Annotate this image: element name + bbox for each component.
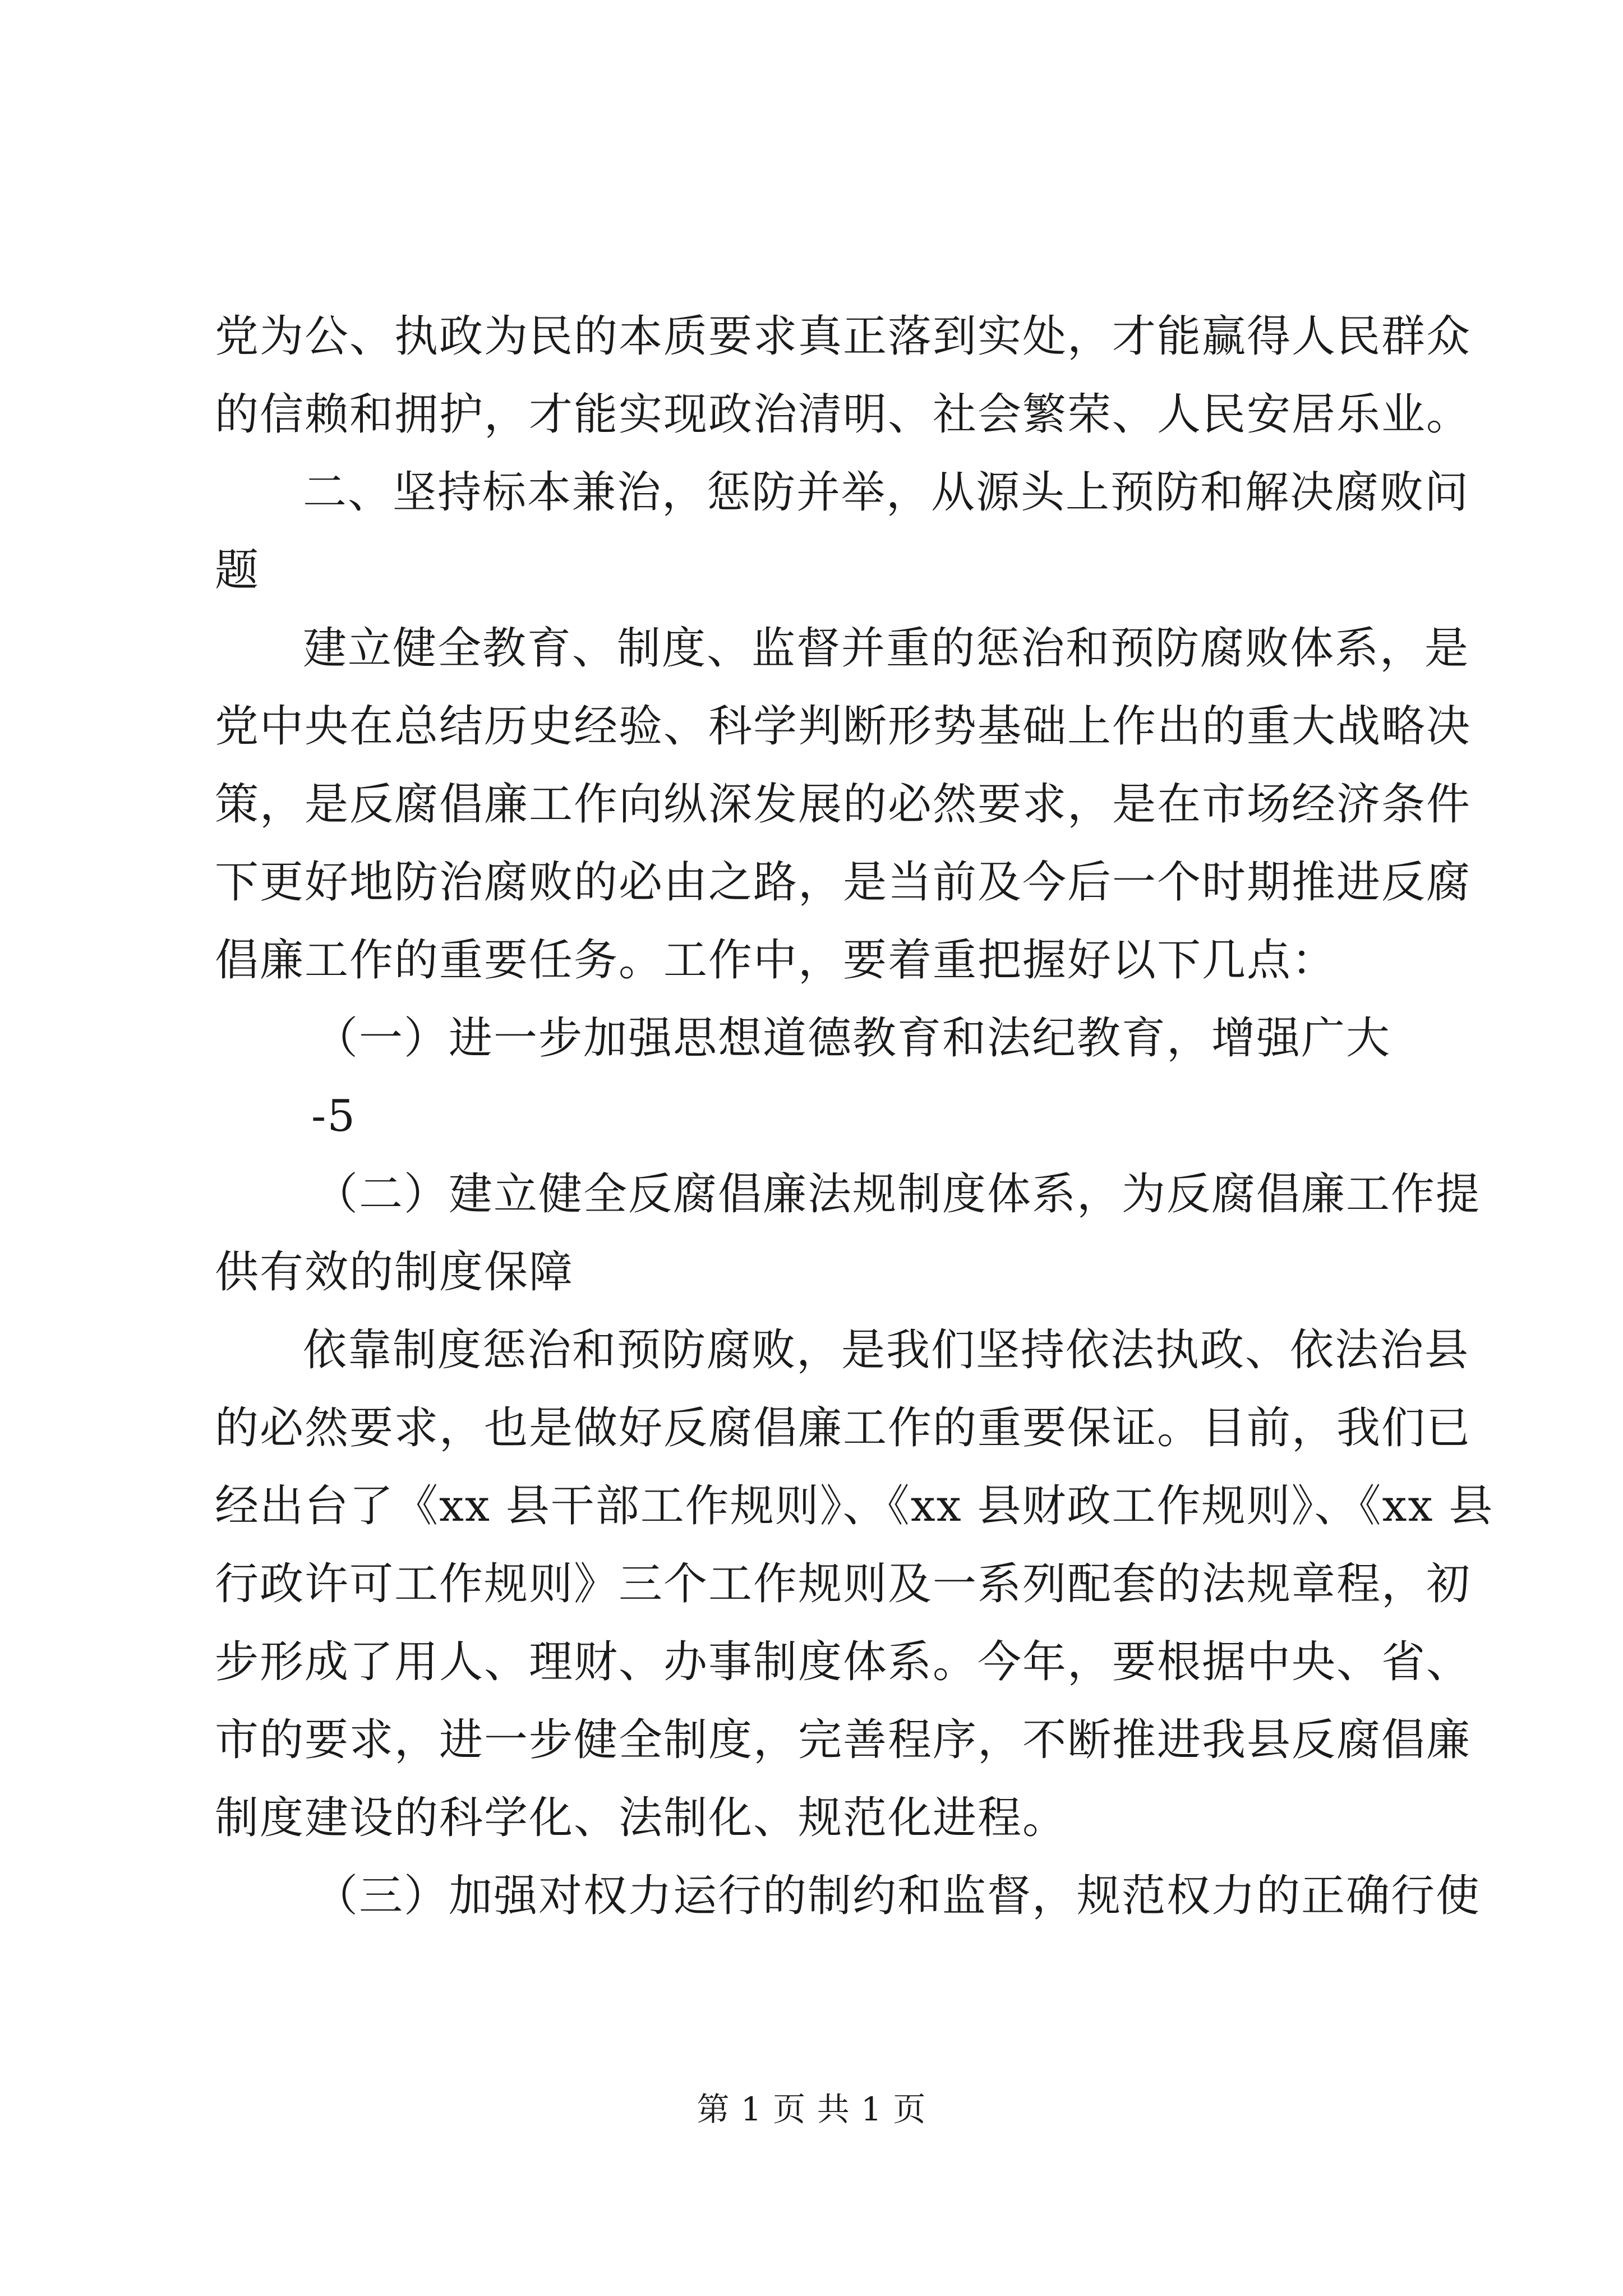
- body-line: 党为公、执政为民的本质要求真正落到实处，才能赢得人民群众: [215, 311, 1472, 362]
- subheading-continued: 供有效的制度保障: [215, 1247, 574, 1297]
- body-line: 倡廉工作的重要任务。工作中，要着重把握好以下几点：: [215, 935, 1337, 986]
- subheading: （二）建立健全反腐倡廉法规制度体系，为反腐倡廉工作提: [314, 1169, 1481, 1220]
- body-line: 制度建设的科学化、法制化、规范化进程。: [215, 1793, 1068, 1843]
- section-heading: 二、坚持标本兼治，惩防并举，从源头上预防和解决腐败问: [303, 467, 1470, 518]
- page-footer: 第 1 页 共 1 页: [697, 2090, 926, 2128]
- body-line: 经出台了《xx 县干部工作规则》、《xx 县财政工作规则》、《xx 县: [215, 1481, 1494, 1531]
- body-line: 的信赖和拥护，才能实现政治清明、社会繁荣、人民安居乐业。: [215, 389, 1472, 440]
- subheading: （三）加强对权力运行的制约和监督，规范权力的正确行使: [314, 1871, 1481, 1921]
- body-line: 下更好地防治腐败的必由之路，是当前及今后一个时期推进反腐: [215, 857, 1472, 908]
- body-line: 步形成了用人、理财、办事制度体系。今年，要根据中央、省、: [215, 1637, 1472, 1687]
- body-line: 行政许可工作规则》三个工作规则及一系列配套的法规章程，初: [215, 1559, 1472, 1609]
- body-line: 建立健全教育、制度、监督并重的惩治和预防腐败体系，是: [303, 623, 1470, 674]
- body-line: 的必然要求，也是做好反腐倡廉工作的重要保证。目前，我们已: [215, 1403, 1472, 1453]
- page-fragment-marker: -5: [311, 1091, 356, 1142]
- body-line: 依靠制度惩治和预防腐败，是我们坚持依法执政、依法治县: [303, 1325, 1470, 1375]
- body-line: 市的要求，进一步健全制度，完善程序，不断推进我县反腐倡廉: [215, 1715, 1472, 1765]
- body-line: 策，是反腐倡廉工作向纵深发展的必然要求，是在市场经济条件: [215, 779, 1472, 830]
- subheading: （一）进一步加强思想道德教育和法纪教育，增强广大: [314, 1013, 1391, 1064]
- section-heading-continued: 题: [215, 545, 260, 596]
- body-line: 党中央在总结历史经验、科学判断形势基础上作出的重大战略决: [215, 701, 1472, 752]
